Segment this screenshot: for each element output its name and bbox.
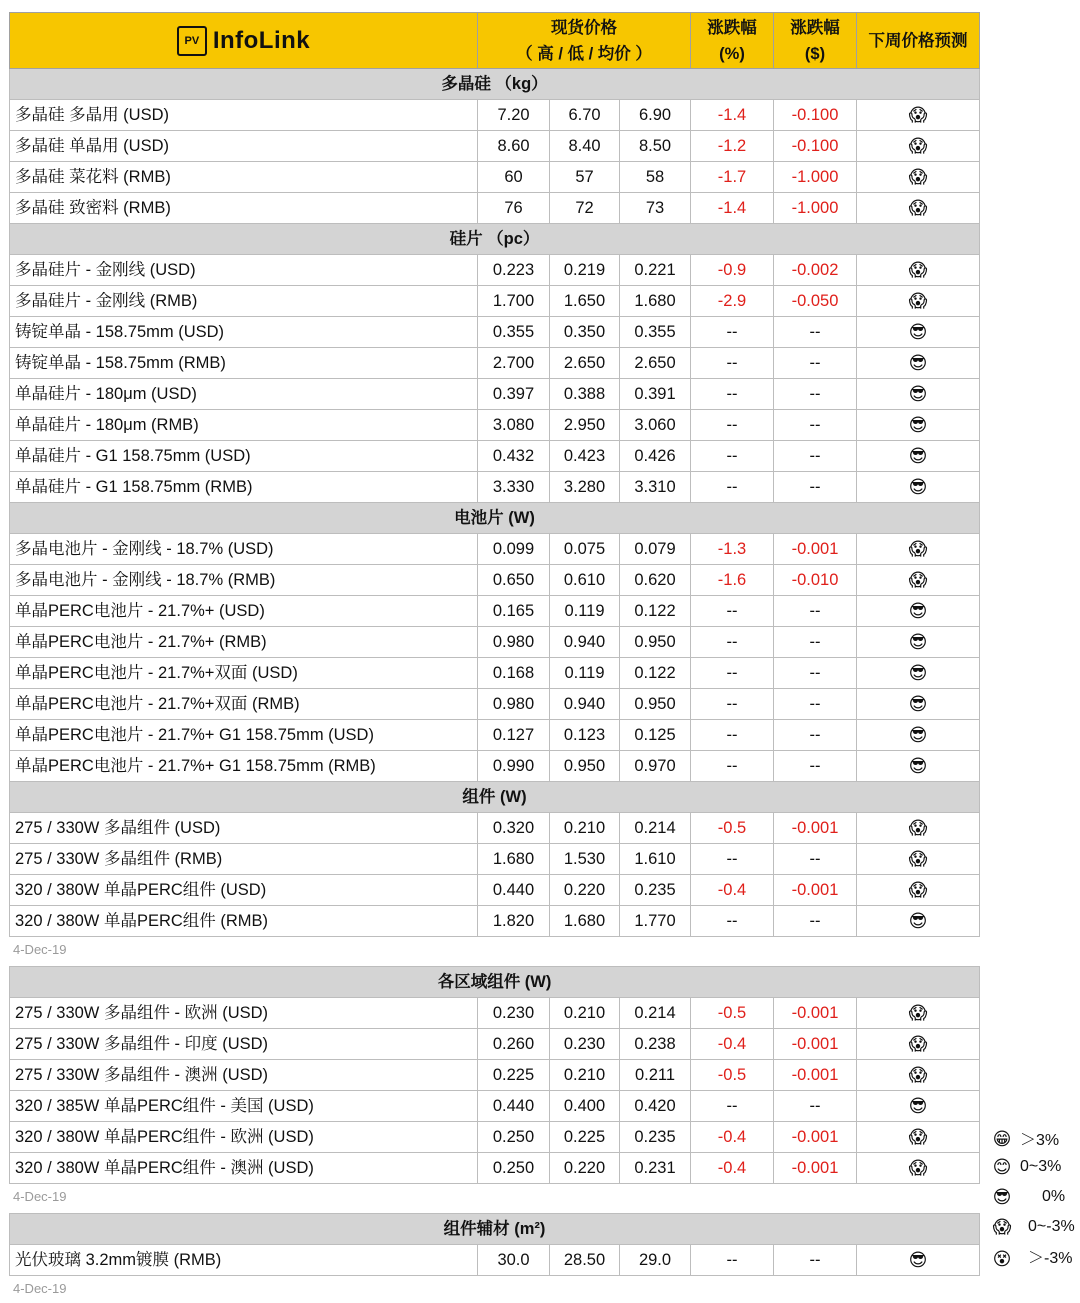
change-pct: -- [691, 720, 774, 751]
table-row [10, 1029, 980, 1060]
price-low: 8.40 [550, 131, 620, 162]
sunglasses-emoji-icon: 😎 [857, 1245, 980, 1276]
change-usd: -- [774, 317, 857, 348]
price-high: 0.165 [478, 596, 550, 627]
grin-emoji-icon: 😁 [992, 1129, 1012, 1149]
header-forecast: 下周价格预测 [857, 13, 980, 69]
scream-emoji-icon: 😱 [857, 565, 980, 596]
price-avg: 0.214 [620, 998, 691, 1029]
price-table-aux [9, 1213, 980, 1276]
change-pct: -0.4 [691, 1122, 774, 1153]
product-name: 320 / 380W 单晶PERC组件 (RMB) [10, 906, 478, 937]
change-pct: -0.9 [691, 255, 774, 286]
price-low: 2.650 [550, 348, 620, 379]
scream-emoji-icon: 😱 [857, 1122, 980, 1153]
price-high: 0.225 [478, 1060, 550, 1091]
price-low: 0.400 [550, 1091, 620, 1122]
price-low: 0.210 [550, 998, 620, 1029]
sunglasses-emoji-icon: 😎 [857, 410, 980, 441]
price-avg: 0.238 [620, 1029, 691, 1060]
scream-emoji-icon: 😱 [992, 1217, 1012, 1237]
price-low: 1.530 [550, 844, 620, 875]
change-usd: -0.001 [774, 813, 857, 844]
table-row [10, 627, 980, 658]
change-usd: -- [774, 410, 857, 441]
legend-item [988, 1155, 1080, 1179]
price-avg: 1.610 [620, 844, 691, 875]
section-header-polysilicon [10, 69, 980, 100]
price-low: 1.680 [550, 906, 620, 937]
change-usd: -0.001 [774, 998, 857, 1029]
table-row [10, 751, 980, 782]
price-high: 0.990 [478, 751, 550, 782]
table-row [10, 875, 980, 906]
price-low: 0.423 [550, 441, 620, 472]
product-name: 320 / 380W 单晶PERC组件 - 欧洲 (USD) [10, 1122, 478, 1153]
logo-text: InfoLink [212, 26, 311, 54]
product-name: 多晶电池片 - 金刚线 - 18.7% (RMB) [10, 565, 478, 596]
change-usd: -0.050 [774, 286, 857, 317]
table-row [10, 286, 980, 317]
section-title: 多晶硅 （kg） [10, 69, 980, 100]
product-name: 单晶PERC电池片 - 21.7%+ G1 158.75mm (USD) [10, 720, 478, 751]
sunglasses-emoji-icon: 😎 [857, 317, 980, 348]
change-usd: -- [774, 751, 857, 782]
change-pct: -0.5 [691, 1060, 774, 1091]
change-pct: -- [691, 1245, 774, 1276]
scream-emoji-icon: 😱 [857, 813, 980, 844]
legend-label: ＞3% [1020, 1132, 1060, 1149]
section-header-module [10, 782, 980, 813]
sunglasses-emoji-icon: 😎 [857, 596, 980, 627]
price-avg: 0.221 [620, 255, 691, 286]
product-name: 单晶PERC电池片 - 21.7%+双面 (RMB) [10, 689, 478, 720]
scream-emoji-icon: 😱 [857, 193, 980, 224]
section-title: 组件 (W) [10, 782, 980, 813]
change-pct: -- [691, 658, 774, 689]
price-high: 0.397 [478, 379, 550, 410]
sunglasses-emoji-icon: 😎 [857, 627, 980, 658]
table-row [10, 596, 980, 627]
price-avg: 0.235 [620, 1122, 691, 1153]
price-avg: 3.310 [620, 472, 691, 503]
price-high: 0.980 [478, 627, 550, 658]
price-high: 0.432 [478, 441, 550, 472]
change-pct: -2.9 [691, 286, 774, 317]
price-avg: 0.122 [620, 658, 691, 689]
price-low: 0.225 [550, 1122, 620, 1153]
table-row [10, 1122, 980, 1153]
change-usd: -1.000 [774, 162, 857, 193]
price-high: 2.700 [478, 348, 550, 379]
table-row [10, 998, 980, 1029]
legend-item [988, 1127, 1080, 1151]
table-row [10, 162, 980, 193]
product-name: 单晶PERC电池片 - 21.7%+ G1 158.75mm (RMB) [10, 751, 478, 782]
price-low: 0.950 [550, 751, 620, 782]
product-name: 320 / 380W 单晶PERC组件 - 澳洲 (USD) [10, 1153, 478, 1184]
price-low: 0.123 [550, 720, 620, 751]
section-title: 组件辅材 (m²) [10, 1214, 980, 1245]
product-name: 单晶PERC电池片 - 21.7%+双面 (USD) [10, 658, 478, 689]
price-high: 0.440 [478, 1091, 550, 1122]
sunglasses-emoji-icon: 😎 [857, 348, 980, 379]
price-high: 0.320 [478, 813, 550, 844]
price-low: 0.220 [550, 1153, 620, 1184]
price-low: 0.388 [550, 379, 620, 410]
header-change-pct-title: 涨跌幅 [707, 18, 757, 37]
product-name: 单晶硅片 - 180μm (USD) [10, 379, 478, 410]
change-usd: -- [774, 720, 857, 751]
sunglasses-emoji-icon: 😎 [857, 689, 980, 720]
change-usd: -0.001 [774, 1029, 857, 1060]
date-aux: 4-Dec-19 [13, 1281, 67, 1296]
price-table-main [9, 12, 980, 937]
product-name: 275 / 330W 多晶组件 - 欧洲 (USD) [10, 998, 478, 1029]
change-pct: -- [691, 472, 774, 503]
date-main: 4-Dec-19 [13, 942, 67, 957]
price-avg: 0.235 [620, 875, 691, 906]
price-high: 0.440 [478, 875, 550, 906]
table-row [10, 1153, 980, 1184]
price-low: 0.210 [550, 1060, 620, 1091]
price-high: 3.080 [478, 410, 550, 441]
product-name: 275 / 330W 多晶组件 (USD) [10, 813, 478, 844]
price-low: 0.940 [550, 689, 620, 720]
section-title: 电池片 (W) [10, 503, 980, 534]
price-avg: 0.231 [620, 1153, 691, 1184]
price-high: 0.230 [478, 998, 550, 1029]
change-usd: -- [774, 472, 857, 503]
section-header-cell [10, 503, 980, 534]
scream-emoji-icon: 😱 [857, 100, 980, 131]
sunglasses-emoji-icon: 😎 [857, 658, 980, 689]
table-row [10, 348, 980, 379]
change-usd: -- [774, 348, 857, 379]
change-pct: -- [691, 317, 774, 348]
price-low: 3.280 [550, 472, 620, 503]
change-pct: -1.6 [691, 565, 774, 596]
price-avg: 2.650 [620, 348, 691, 379]
scream-emoji-icon: 😱 [857, 286, 980, 317]
legend-item [988, 1247, 1080, 1271]
price-high: 0.223 [478, 255, 550, 286]
price-avg: 0.214 [620, 813, 691, 844]
table-row [10, 534, 980, 565]
product-name: 275 / 330W 多晶组件 - 印度 (USD) [10, 1029, 478, 1060]
smile-emoji-icon: 😊 [992, 1157, 1012, 1177]
section-header-wafer [10, 224, 980, 255]
change-pct: -- [691, 906, 774, 937]
price-avg: 6.90 [620, 100, 691, 131]
product-name: 单晶PERC电池片 - 21.7%+ (RMB) [10, 627, 478, 658]
change-usd: -- [774, 906, 857, 937]
header-spot-price [478, 13, 691, 69]
price-low: 28.50 [550, 1245, 620, 1276]
change-usd: -- [774, 1245, 857, 1276]
legend-item [988, 1185, 1080, 1209]
product-name: 多晶硅片 - 金刚线 (USD) [10, 255, 478, 286]
change-usd: -0.001 [774, 1060, 857, 1091]
table-row [10, 813, 980, 844]
change-usd: -0.100 [774, 131, 857, 162]
scream-emoji-icon: 😱 [857, 875, 980, 906]
sunglasses-emoji-icon: 😎 [992, 1187, 1012, 1207]
price-avg: 0.620 [620, 565, 691, 596]
price-high: 0.980 [478, 689, 550, 720]
table-row [10, 1091, 980, 1122]
change-pct: -0.5 [691, 998, 774, 1029]
price-low: 57 [550, 162, 620, 193]
product-name: 单晶硅片 - 180μm (RMB) [10, 410, 478, 441]
change-usd: -- [774, 441, 857, 472]
table-row [10, 689, 980, 720]
legend-label: 0% [1042, 1188, 1066, 1205]
price-low: 6.70 [550, 100, 620, 131]
scream-emoji-icon: 😱 [857, 998, 980, 1029]
table-row [10, 565, 980, 596]
table-row [10, 844, 980, 875]
change-usd: -- [774, 596, 857, 627]
change-pct: -1.3 [691, 534, 774, 565]
product-name: 320 / 385W 单晶PERC组件 - 美国 (USD) [10, 1091, 478, 1122]
scream-emoji-icon: 😱 [857, 255, 980, 286]
price-avg: 0.079 [620, 534, 691, 565]
table-row [10, 131, 980, 162]
change-usd: -- [774, 1091, 857, 1122]
change-usd: -0.002 [774, 255, 857, 286]
scream-emoji-icon: 😱 [857, 844, 980, 875]
price-high: 0.168 [478, 658, 550, 689]
legend-label: 0~-3% [1028, 1218, 1075, 1235]
sunglasses-emoji-icon: 😎 [857, 751, 980, 782]
product-name: 多晶硅 菜花料 (RMB) [10, 162, 478, 193]
section-header-aux [10, 1214, 980, 1245]
change-usd: -0.001 [774, 1122, 857, 1153]
change-pct: -- [691, 751, 774, 782]
product-name: 铸锭单晶 - 158.75mm (RMB) [10, 348, 478, 379]
price-low: 0.210 [550, 813, 620, 844]
price-avg: 0.950 [620, 689, 691, 720]
change-pct: -0.4 [691, 875, 774, 906]
price-avg: 0.950 [620, 627, 691, 658]
scream-emoji-icon: 😱 [857, 1029, 980, 1060]
header-change-usd-unit: ($) [804, 44, 826, 63]
price-avg: 58 [620, 162, 691, 193]
change-pct: -- [691, 379, 774, 410]
product-name: 320 / 380W 单晶PERC组件 (USD) [10, 875, 478, 906]
price-avg: 3.060 [620, 410, 691, 441]
scream-emoji-icon: 😱 [857, 162, 980, 193]
product-name: 光伏玻璃 3.2mm镀膜 (RMB) [10, 1245, 478, 1276]
change-usd: -- [774, 379, 857, 410]
price-table-regional [9, 966, 980, 1184]
price-avg: 0.426 [620, 441, 691, 472]
price-high: 0.355 [478, 317, 550, 348]
change-pct: -1.7 [691, 162, 774, 193]
price-high: 0.650 [478, 565, 550, 596]
change-usd: -0.100 [774, 100, 857, 131]
sunglasses-emoji-icon: 😎 [857, 472, 980, 503]
change-pct: -- [691, 348, 774, 379]
price-high: 0.127 [478, 720, 550, 751]
price-avg: 0.391 [620, 379, 691, 410]
table-row [10, 1245, 980, 1276]
price-high: 0.250 [478, 1153, 550, 1184]
sunglasses-emoji-icon: 😎 [857, 441, 980, 472]
change-usd: -1.000 [774, 193, 857, 224]
price-low: 72 [550, 193, 620, 224]
header-change-usd-title: 涨跌幅 [790, 18, 840, 37]
price-high: 1.680 [478, 844, 550, 875]
sunglasses-emoji-icon: 😎 [857, 1091, 980, 1122]
table-header-row [10, 13, 980, 69]
change-usd: -- [774, 689, 857, 720]
change-pct: -0.4 [691, 1029, 774, 1060]
product-name: 多晶硅 多晶用 (USD) [10, 100, 478, 131]
scream-emoji-icon: 😱 [857, 534, 980, 565]
change-usd: -- [774, 844, 857, 875]
price-high: 30.0 [478, 1245, 550, 1276]
logo [10, 13, 478, 69]
price-avg: 1.680 [620, 286, 691, 317]
product-name: 单晶硅片 - G1 158.75mm (USD) [10, 441, 478, 472]
change-usd: -0.010 [774, 565, 857, 596]
price-low: 1.650 [550, 286, 620, 317]
price-low: 0.119 [550, 658, 620, 689]
price-avg: 0.420 [620, 1091, 691, 1122]
price-avg: 1.770 [620, 906, 691, 937]
price-high: 8.60 [478, 131, 550, 162]
section-header-regional [10, 967, 980, 998]
sunglasses-emoji-icon: 😎 [857, 379, 980, 410]
price-low: 0.220 [550, 875, 620, 906]
change-pct: -- [691, 441, 774, 472]
price-avg: 8.50 [620, 131, 691, 162]
product-name: 多晶硅片 - 金刚线 (RMB) [10, 286, 478, 317]
change-usd: -- [774, 627, 857, 658]
product-name: 多晶硅 单晶用 (USD) [10, 131, 478, 162]
change-usd: -- [774, 658, 857, 689]
price-high: 1.820 [478, 906, 550, 937]
table-row [10, 906, 980, 937]
scream-emoji-icon: 😱 [857, 131, 980, 162]
table-row [10, 379, 980, 410]
price-low: 0.230 [550, 1029, 620, 1060]
sunglasses-emoji-icon: 😎 [857, 906, 980, 937]
price-high: 0.099 [478, 534, 550, 565]
price-low: 0.940 [550, 627, 620, 658]
product-name: 单晶PERC电池片 - 21.7%+ (USD) [10, 596, 478, 627]
price-low: 0.350 [550, 317, 620, 348]
section-title: 各区域组件 (W) [10, 967, 980, 998]
change-pct: -1.4 [691, 100, 774, 131]
header-spot-price-sub: （ 高 / 低 / 均价 ） [516, 44, 652, 63]
legend-item [988, 1215, 1080, 1239]
legend-label: ＞-3% [1028, 1250, 1073, 1267]
change-pct: -0.5 [691, 813, 774, 844]
table-row [10, 1060, 980, 1091]
product-name: 多晶硅 致密料 (RMB) [10, 193, 478, 224]
product-name: 铸锭单晶 - 158.75mm (USD) [10, 317, 478, 348]
scream-emoji-icon: 😱 [857, 1060, 980, 1091]
price-low: 2.950 [550, 410, 620, 441]
change-usd: -0.001 [774, 1153, 857, 1184]
change-pct: -- [691, 596, 774, 627]
table-row [10, 658, 980, 689]
change-pct: -- [691, 844, 774, 875]
price-high: 0.250 [478, 1122, 550, 1153]
price-avg: 0.355 [620, 317, 691, 348]
table-row [10, 410, 980, 441]
table-row [10, 100, 980, 131]
header-change-usd [774, 13, 857, 69]
change-pct: -- [691, 627, 774, 658]
legend-label: 0~3% [1020, 1158, 1062, 1175]
section-title: 硅片 （pc） [10, 224, 980, 255]
change-pct: -1.4 [691, 193, 774, 224]
price-high: 76 [478, 193, 550, 224]
price-avg: 0.211 [620, 1060, 691, 1091]
price-avg: 0.970 [620, 751, 691, 782]
change-usd: -0.001 [774, 875, 857, 906]
scream-emoji-icon: 😱 [857, 1153, 980, 1184]
price-avg: 29.0 [620, 1245, 691, 1276]
dizzy-emoji-icon: 😵 [992, 1249, 1012, 1269]
pv-logo-icon: PV [177, 26, 207, 56]
product-name: 275 / 330W 多晶组件 - 澳洲 (USD) [10, 1060, 478, 1091]
change-pct: -1.2 [691, 131, 774, 162]
price-high: 0.260 [478, 1029, 550, 1060]
table-row [10, 472, 980, 503]
product-name: 多晶电池片 - 金刚线 - 18.7% (USD) [10, 534, 478, 565]
change-usd: -0.001 [774, 534, 857, 565]
header-spot-price-title: 现货价格 [551, 18, 617, 37]
product-name: 275 / 330W 多晶组件 (RMB) [10, 844, 478, 875]
price-avg: 0.122 [620, 596, 691, 627]
change-pct: -- [691, 689, 774, 720]
table-row [10, 441, 980, 472]
date-regional: 4-Dec-19 [13, 1189, 67, 1204]
sunglasses-emoji-icon: 😎 [857, 720, 980, 751]
table-row [10, 255, 980, 286]
price-high: 60 [478, 162, 550, 193]
table-row [10, 193, 980, 224]
price-low: 0.075 [550, 534, 620, 565]
price-avg: 73 [620, 193, 691, 224]
table-row [10, 720, 980, 751]
price-low: 0.610 [550, 565, 620, 596]
change-pct: -- [691, 410, 774, 441]
price-high: 3.330 [478, 472, 550, 503]
price-low: 0.219 [550, 255, 620, 286]
change-pct: -- [691, 1091, 774, 1122]
header-change-pct [691, 13, 774, 69]
price-high: 1.700 [478, 286, 550, 317]
product-name: 单晶硅片 - G1 158.75mm (RMB) [10, 472, 478, 503]
price-high: 7.20 [478, 100, 550, 131]
price-avg: 0.125 [620, 720, 691, 751]
price-low: 0.119 [550, 596, 620, 627]
table-row [10, 317, 980, 348]
change-pct: -0.4 [691, 1153, 774, 1184]
header-change-pct-unit: (%) [719, 44, 745, 63]
